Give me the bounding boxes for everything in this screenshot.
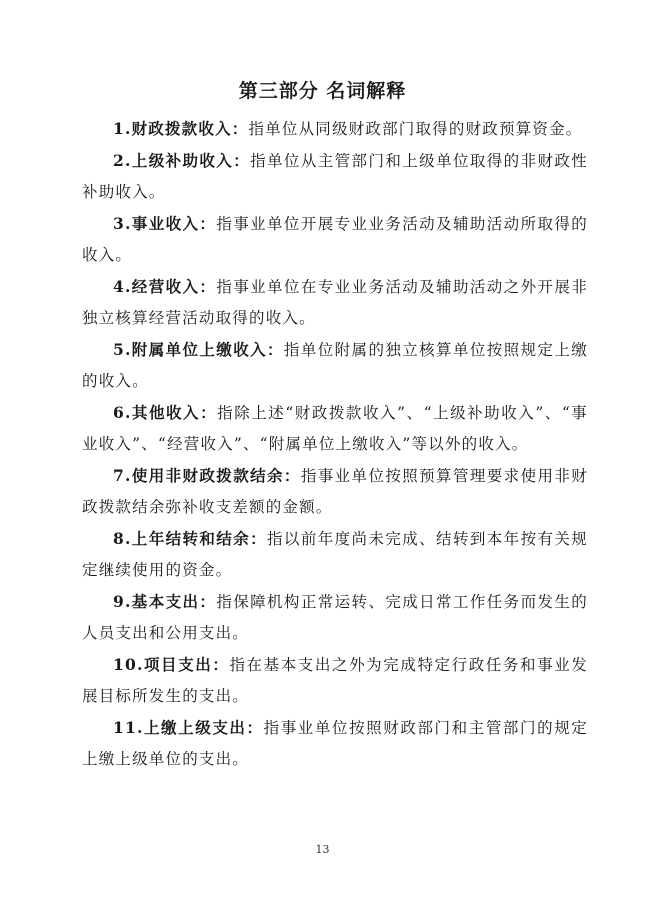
definition-item <box>82 145 588 208</box>
definition-item <box>82 397 588 460</box>
definition-item <box>82 649 588 712</box>
definitions-list <box>82 113 588 775</box>
definition-term: 11.上缴上级支出： <box>113 718 264 737</box>
definition-text: 指在基本支出之外为完成特定行政任务和事业发展目标所发生的支出。 <box>82 656 588 705</box>
definition-term: 2.上级补助收入： <box>113 151 251 170</box>
definition-term: 9.基本支出： <box>113 592 217 611</box>
definition-term: 1.财政拨款收入： <box>113 119 249 138</box>
definition-text: 指以前年度尚未完成、结转到本年按有关规定继续使用的资金。 <box>82 530 588 579</box>
definition-text: 指事业单位按照预算管理要求使用非财政拨款结余弥补收支差额的金额。 <box>82 467 588 516</box>
definition-text: 指事业单位开展专业业务活动及辅助活动所取得的收入。 <box>82 215 588 264</box>
section-title: 第三部分 名词解释 <box>238 80 407 102</box>
page-number: 13 <box>315 843 330 856</box>
definition-item <box>82 271 588 334</box>
definition-item <box>82 523 588 586</box>
definition-term: 10.项目支出： <box>113 655 230 674</box>
definition-text: 指事业单位在专业业务活动及辅助活动之外开展非独立核算经营活动取得的收入。 <box>82 278 588 327</box>
definition-item <box>82 208 588 271</box>
definition-item <box>82 712 588 775</box>
definition-item <box>82 460 588 523</box>
definition-item <box>82 113 588 145</box>
definition-text: 指事业单位按照财政部门和主管部门的规定上缴上级单位的支出。 <box>82 719 589 768</box>
definition-term: 6.其他收入： <box>113 403 218 422</box>
definition-text: 指保障机构正常运转、完成日常工作任务而发生的人员支出和公用支出。 <box>82 593 588 642</box>
definition-item <box>82 586 588 649</box>
definition-text: 指单位附属的独立核算单位按照规定上缴的收入。 <box>82 341 588 390</box>
definition-text: 指单位从同级财政部门取得的财政预算资金。 <box>248 120 583 138</box>
definition-term: 7.使用非财政拨款结余： <box>113 466 301 485</box>
definition-item <box>82 334 588 397</box>
definition-text: 指单位从主管部门和上级单位取得的非财政性补助收入。 <box>82 152 588 201</box>
definition-term: 8.上年结转和结余： <box>113 529 268 548</box>
definition-term: 3.事业收入： <box>113 214 217 233</box>
definition-text: 指除上述“财政拨款收入”、“上级补助收入”、“事业收入”、“经营收入”、“附属单位上缴收入”等以外的收入。 <box>82 404 588 453</box>
definition-term: 5.附属单位上缴收入： <box>113 340 284 359</box>
definition-term: 4.经营收入： <box>113 277 217 296</box>
